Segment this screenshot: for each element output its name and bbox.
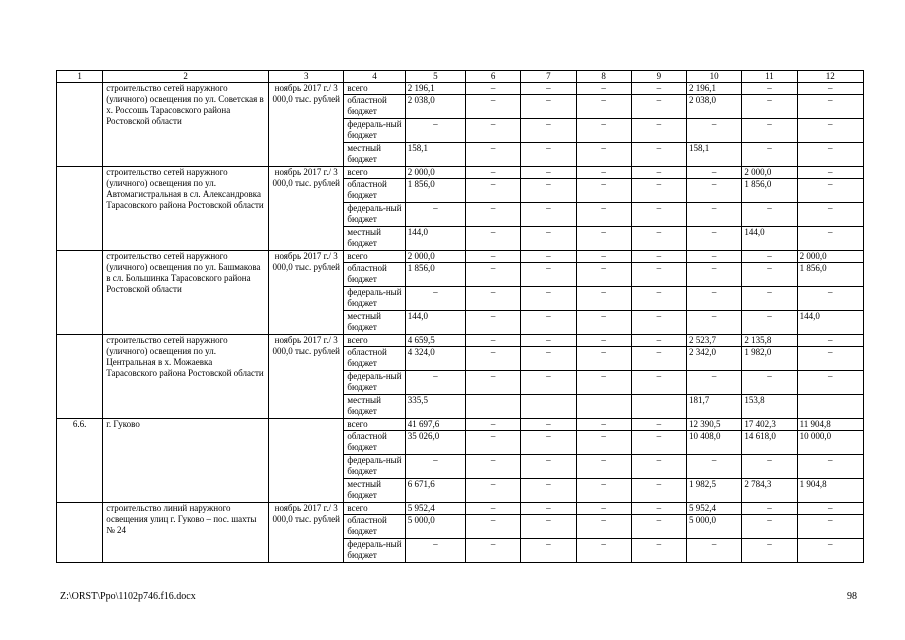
- amount-cell: [465, 395, 520, 419]
- amount-cell: –: [576, 455, 631, 479]
- amount-cell: –: [687, 179, 742, 203]
- amount-cell: –: [687, 371, 742, 395]
- amount-cell: –: [521, 455, 576, 479]
- amount-cell: –: [631, 419, 686, 431]
- table-row: [57, 419, 864, 431]
- header-cell: 3: [269, 71, 344, 83]
- amount-cell: 2 196,1: [687, 83, 742, 95]
- amount-cell: –: [405, 119, 465, 143]
- funding-source-cell: областной бюджет: [344, 431, 405, 455]
- amount-cell: –: [576, 503, 631, 515]
- amount-cell: 153,8: [742, 395, 797, 419]
- amount-cell: 158,1: [405, 143, 465, 167]
- amount-cell: –: [576, 119, 631, 143]
- amount-cell: –: [465, 287, 520, 311]
- amount-cell: –: [521, 431, 576, 455]
- amount-cell: –: [521, 335, 576, 347]
- header-cell: 5: [405, 71, 465, 83]
- amount-cell: –: [576, 515, 631, 539]
- amount-cell: 10 000,0: [797, 431, 863, 455]
- amount-cell: –: [687, 539, 742, 563]
- amount-cell: 4 659,5: [405, 335, 465, 347]
- funding-source-cell: всего: [344, 83, 405, 95]
- amount-cell: –: [521, 419, 576, 431]
- amount-cell: 2 135,8: [742, 335, 797, 347]
- amount-cell: –: [405, 455, 465, 479]
- item-number-cell: [57, 503, 103, 563]
- amount-cell: –: [631, 251, 686, 263]
- amount-cell: –: [742, 83, 797, 95]
- header-cell: 12: [797, 71, 863, 83]
- amount-cell: [631, 395, 686, 419]
- amount-cell: –: [465, 479, 520, 503]
- amount-cell: –: [576, 287, 631, 311]
- amount-cell: –: [521, 347, 576, 371]
- amount-cell: –: [631, 167, 686, 179]
- amount-cell: 144,0: [797, 311, 863, 335]
- amount-cell: –: [631, 515, 686, 539]
- amount-cell: 1 982,5: [687, 479, 742, 503]
- amount-cell: –: [465, 83, 520, 95]
- amount-cell: 5 952,4: [405, 503, 465, 515]
- amount-cell: 2 342,0: [687, 347, 742, 371]
- amount-cell: –: [465, 539, 520, 563]
- item-number-cell: [57, 335, 103, 419]
- amount-cell: 2 038,0: [687, 95, 742, 119]
- deadline-capacity-cell: [269, 419, 344, 503]
- amount-cell: –: [465, 167, 520, 179]
- funding-source-cell: федераль-ный бюджет: [344, 371, 405, 395]
- amount-cell: –: [465, 455, 520, 479]
- amount-cell: –: [797, 167, 863, 179]
- amount-cell: –: [687, 251, 742, 263]
- amount-cell: –: [521, 503, 576, 515]
- deadline-capacity-cell: ноябрь 2017 г./ 3 000,0 тыс. рублей: [269, 83, 344, 167]
- deadline-capacity-cell: ноябрь 2017 г./ 3 000,0 тыс. рублей: [269, 335, 344, 419]
- amount-cell: 1 982,0: [742, 347, 797, 371]
- header-row: [57, 71, 864, 83]
- amount-cell: –: [521, 95, 576, 119]
- funding-source-cell: областной бюджет: [344, 179, 405, 203]
- amount-cell: 2 038,0: [405, 95, 465, 119]
- amount-cell: –: [742, 263, 797, 287]
- amount-cell: –: [465, 515, 520, 539]
- amount-cell: –: [631, 311, 686, 335]
- amount-cell: –: [521, 515, 576, 539]
- item-number-cell: [57, 167, 103, 251]
- amount-cell: 181,7: [687, 395, 742, 419]
- amount-cell: –: [797, 95, 863, 119]
- amount-cell: –: [742, 503, 797, 515]
- amount-cell: –: [576, 311, 631, 335]
- amount-cell: –: [797, 83, 863, 95]
- amount-cell: 14 618,0: [742, 431, 797, 455]
- amount-cell: –: [465, 179, 520, 203]
- amount-cell: –: [465, 371, 520, 395]
- amount-cell: 158,1: [687, 143, 742, 167]
- amount-cell: –: [465, 263, 520, 287]
- amount-cell: –: [797, 539, 863, 563]
- amount-cell: –: [465, 119, 520, 143]
- amount-cell: –: [631, 287, 686, 311]
- amount-cell: 1 856,0: [405, 179, 465, 203]
- amount-cell: –: [742, 371, 797, 395]
- amount-cell: –: [631, 83, 686, 95]
- funding-source-cell: местный бюджет: [344, 395, 405, 419]
- amount-cell: 1 904,8: [797, 479, 863, 503]
- amount-cell: –: [576, 95, 631, 119]
- amount-cell: –: [521, 143, 576, 167]
- amount-cell: 2 784,3: [742, 479, 797, 503]
- funding-source-cell: областной бюджет: [344, 515, 405, 539]
- amount-cell: –: [797, 143, 863, 167]
- amount-cell: 144,0: [742, 227, 797, 251]
- object-name-cell: строительство сетей наружного (уличного) освещения по ул. Автомагистральная в сл. Александровка Тарасовского района Ростовской области: [103, 167, 269, 251]
- amount-cell: –: [576, 431, 631, 455]
- amount-cell: –: [465, 419, 520, 431]
- amount-cell: –: [742, 95, 797, 119]
- amount-cell: 335,5: [405, 395, 465, 419]
- amount-cell: –: [576, 167, 631, 179]
- amount-cell: 5 000,0: [405, 515, 465, 539]
- amount-cell: –: [631, 371, 686, 395]
- table-row: [57, 503, 864, 515]
- amount-cell: [521, 395, 576, 419]
- amount-cell: 11 904,8: [797, 419, 863, 431]
- amount-cell: 2 000,0: [405, 251, 465, 263]
- amount-cell: –: [576, 203, 631, 227]
- amount-cell: –: [687, 263, 742, 287]
- deadline-capacity-cell: ноябрь 2017 г./ 3 000,0 тыс. рублей: [269, 167, 344, 251]
- amount-cell: 1 856,0: [797, 263, 863, 287]
- amount-cell: 2 196,1: [405, 83, 465, 95]
- amount-cell: 5 000,0: [687, 515, 742, 539]
- amount-cell: –: [465, 347, 520, 371]
- amount-cell: –: [797, 455, 863, 479]
- amount-cell: –: [576, 251, 631, 263]
- funding-source-cell: федераль-ный бюджет: [344, 203, 405, 227]
- amount-cell: –: [797, 503, 863, 515]
- amount-cell: –: [465, 203, 520, 227]
- item-number-cell: [57, 83, 103, 167]
- amount-cell: 1 856,0: [405, 263, 465, 287]
- object-name-cell: г. Гуково: [103, 419, 269, 503]
- amount-cell: –: [465, 95, 520, 119]
- amount-cell: –: [631, 503, 686, 515]
- amount-cell: –: [521, 179, 576, 203]
- footer-file-path: Z:\ORST\Ppo\1102p746.f16.docx: [60, 591, 196, 602]
- table-row: [57, 251, 864, 263]
- funding-source-cell: всего: [344, 167, 405, 179]
- amount-cell: –: [465, 431, 520, 455]
- amount-cell: 144,0: [405, 227, 465, 251]
- amount-cell: –: [742, 287, 797, 311]
- object-name-cell: строительство сетей наружного (уличного) освещения по ул. Советская в х. Россошь Тарасовского района Ростовской области: [103, 83, 269, 167]
- funding-source-cell: всего: [344, 419, 405, 431]
- funding-source-cell: федераль-ный бюджет: [344, 287, 405, 311]
- amount-cell: –: [742, 119, 797, 143]
- amount-cell: –: [742, 311, 797, 335]
- amount-cell: –: [405, 203, 465, 227]
- amount-cell: –: [631, 431, 686, 455]
- amount-cell: –: [405, 287, 465, 311]
- amount-cell: –: [631, 95, 686, 119]
- amount-cell: –: [631, 179, 686, 203]
- amount-cell: –: [631, 263, 686, 287]
- amount-cell: –: [687, 203, 742, 227]
- deadline-capacity-cell: ноябрь 2017 г./ 3 000,0 тыс. рублей: [269, 251, 344, 335]
- amount-cell: –: [576, 371, 631, 395]
- object-name-cell: строительство сетей наружного (уличного) освещения по ул. Центральная в х. Можаевка Тарасовского района Ростовской области: [103, 335, 269, 419]
- amount-cell: –: [687, 311, 742, 335]
- amount-cell: –: [797, 287, 863, 311]
- amount-cell: –: [465, 251, 520, 263]
- object-name-cell: строительство сетей наружного (уличного) освещения по ул. Башмакова в сл. Большинка Тарасовского района Ростовской области: [103, 251, 269, 335]
- amount-cell: –: [631, 455, 686, 479]
- amount-cell: 41 697,6: [405, 419, 465, 431]
- header-cell: 9: [631, 71, 686, 83]
- amount-cell: –: [521, 83, 576, 95]
- amount-cell: –: [631, 335, 686, 347]
- amount-cell: –: [521, 287, 576, 311]
- amount-cell: –: [465, 311, 520, 335]
- amount-cell: –: [576, 419, 631, 431]
- amount-cell: –: [405, 539, 465, 563]
- amount-cell: –: [742, 539, 797, 563]
- amount-cell: –: [797, 335, 863, 347]
- amount-cell: [576, 395, 631, 419]
- table-row: [57, 167, 864, 179]
- amount-cell: –: [521, 311, 576, 335]
- item-number-cell: [57, 251, 103, 335]
- amount-cell: –: [576, 143, 631, 167]
- amount-cell: 6 671,6: [405, 479, 465, 503]
- amount-cell: –: [465, 143, 520, 167]
- amount-cell: –: [576, 479, 631, 503]
- amount-cell: –: [742, 515, 797, 539]
- amount-cell: –: [576, 335, 631, 347]
- funding-source-cell: федераль-ный бюджет: [344, 455, 405, 479]
- amount-cell: 35 026,0: [405, 431, 465, 455]
- funding-source-cell: федераль-ный бюджет: [344, 119, 405, 143]
- amount-cell: –: [687, 167, 742, 179]
- amount-cell: 17 402,3: [742, 419, 797, 431]
- amount-cell: –: [576, 539, 631, 563]
- amount-cell: –: [687, 455, 742, 479]
- amount-cell: –: [631, 203, 686, 227]
- amount-cell: –: [521, 371, 576, 395]
- amount-cell: –: [465, 335, 520, 347]
- amount-cell: –: [631, 347, 686, 371]
- amount-cell: –: [576, 179, 631, 203]
- amount-cell: 2 000,0: [405, 167, 465, 179]
- amount-cell: –: [576, 263, 631, 287]
- funding-source-cell: местный бюджет: [344, 143, 405, 167]
- header-cell: 10: [687, 71, 742, 83]
- funding-source-cell: местный бюджет: [344, 311, 405, 335]
- amount-cell: –: [405, 371, 465, 395]
- funding-source-cell: всего: [344, 251, 405, 263]
- amount-cell: –: [797, 515, 863, 539]
- amount-cell: –: [521, 479, 576, 503]
- funding-source-cell: местный бюджет: [344, 227, 405, 251]
- amount-cell: –: [742, 455, 797, 479]
- amount-cell: –: [797, 179, 863, 203]
- funding-source-cell: всего: [344, 503, 405, 515]
- amount-cell: 2 523,7: [687, 335, 742, 347]
- amount-cell: 1 856,0: [742, 179, 797, 203]
- header-cell: 4: [344, 71, 405, 83]
- amount-cell: –: [797, 347, 863, 371]
- amount-cell: –: [631, 143, 686, 167]
- amount-cell: –: [521, 263, 576, 287]
- amount-cell: –: [465, 503, 520, 515]
- amount-cell: –: [521, 167, 576, 179]
- header-cell: 7: [521, 71, 576, 83]
- amount-cell: –: [797, 227, 863, 251]
- amount-cell: –: [797, 371, 863, 395]
- amount-cell: –: [576, 347, 631, 371]
- header-cell: 2: [103, 71, 269, 83]
- amount-cell: –: [631, 119, 686, 143]
- amount-cell: –: [631, 479, 686, 503]
- amount-cell: 4 324,0: [405, 347, 465, 371]
- amount-cell: –: [521, 227, 576, 251]
- amount-cell: –: [521, 539, 576, 563]
- amount-cell: 5 952,4: [687, 503, 742, 515]
- amount-cell: –: [465, 227, 520, 251]
- amount-cell: 2 000,0: [742, 167, 797, 179]
- amount-cell: –: [631, 227, 686, 251]
- amount-cell: –: [687, 287, 742, 311]
- funding-source-cell: местный бюджет: [344, 479, 405, 503]
- amount-cell: –: [742, 143, 797, 167]
- amount-cell: 144,0: [405, 311, 465, 335]
- amount-cell: –: [742, 251, 797, 263]
- amount-cell: –: [576, 83, 631, 95]
- deadline-capacity-cell: ноябрь 2017 г./ 3 000,0 тыс. рублей: [269, 503, 344, 563]
- amount-cell: 12 390,5: [687, 419, 742, 431]
- amount-cell: [797, 395, 863, 419]
- funding-source-cell: областной бюджет: [344, 263, 405, 287]
- amount-cell: 10 408,0: [687, 431, 742, 455]
- amount-cell: –: [687, 119, 742, 143]
- amount-cell: –: [797, 203, 863, 227]
- page-number: 98: [847, 591, 857, 602]
- funding-source-cell: областной бюджет: [344, 347, 405, 371]
- amount-cell: –: [797, 119, 863, 143]
- table-row: [57, 335, 864, 347]
- amount-cell: –: [742, 203, 797, 227]
- amount-cell: –: [521, 119, 576, 143]
- funding-source-cell: областной бюджет: [344, 95, 405, 119]
- budget-table: [56, 70, 864, 563]
- amount-cell: –: [521, 203, 576, 227]
- item-number-cell: 6.6.: [57, 419, 103, 503]
- funding-source-cell: всего: [344, 335, 405, 347]
- object-name-cell: строительство линий наружного освещения улиц г. Гуково – пос. шахты № 24: [103, 503, 269, 563]
- amount-cell: 2 000,0: [797, 251, 863, 263]
- table-row: [57, 83, 864, 95]
- funding-source-cell: федераль-ный бюджет: [344, 539, 405, 563]
- header-cell: 1: [57, 71, 103, 83]
- amount-cell: –: [631, 539, 686, 563]
- header-cell: 6: [465, 71, 520, 83]
- header-cell: 11: [742, 71, 797, 83]
- amount-cell: –: [521, 251, 576, 263]
- amount-cell: –: [576, 227, 631, 251]
- table-body: [57, 71, 864, 563]
- amount-cell: –: [687, 227, 742, 251]
- header-cell: 8: [576, 71, 631, 83]
